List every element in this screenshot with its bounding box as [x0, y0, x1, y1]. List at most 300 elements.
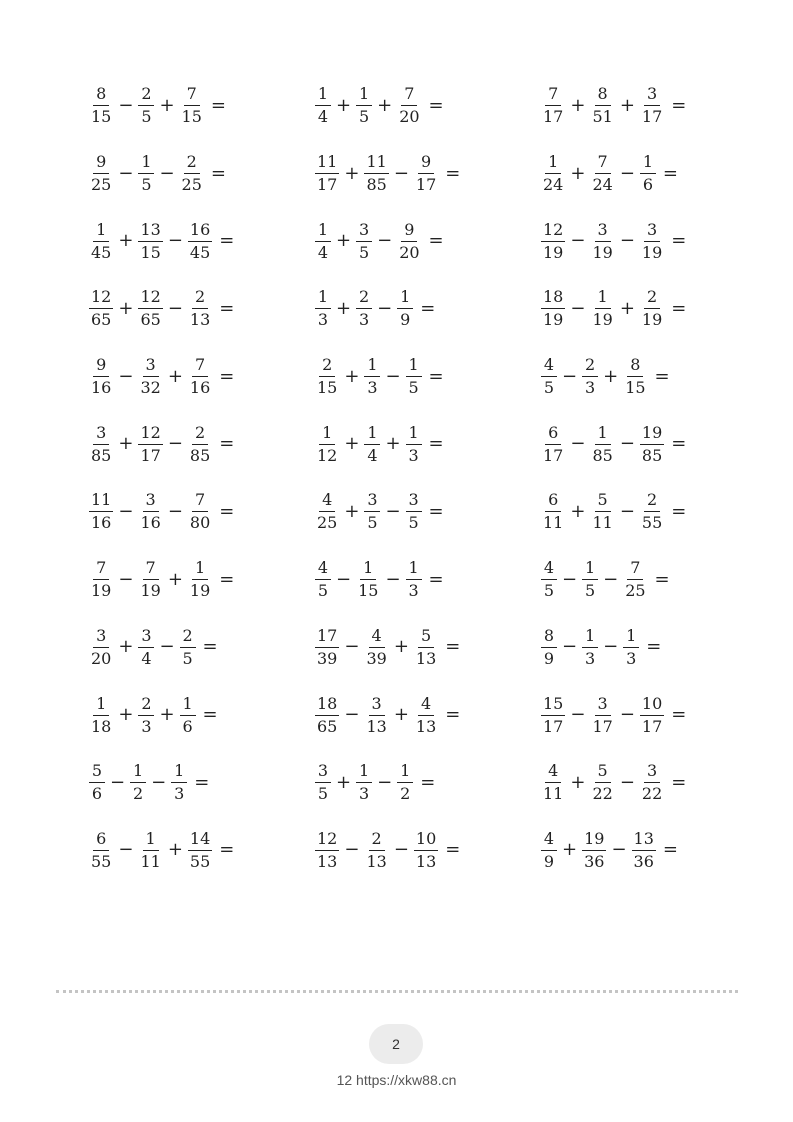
equals-sign: =	[428, 568, 444, 590]
fraction	[188, 219, 212, 262]
operator: −	[167, 297, 183, 319]
numerator: 4	[545, 763, 561, 783]
fraction	[130, 763, 146, 802]
denominator: 39	[317, 648, 338, 668]
fraction	[397, 289, 413, 328]
numerator: 1	[545, 154, 561, 174]
numerator: 8	[627, 357, 643, 377]
equals-sign: =	[671, 230, 687, 252]
equals-sign: =	[420, 297, 436, 319]
fraction-problem	[314, 422, 540, 465]
numerator: 5	[418, 628, 434, 648]
operator: −	[167, 230, 183, 252]
fraction	[397, 219, 421, 262]
fraction	[582, 625, 598, 668]
operator: −	[562, 636, 578, 658]
numerator: 4	[418, 696, 434, 716]
denominator: 5	[317, 581, 329, 601]
denominator: 5	[367, 513, 378, 533]
fraction-problem	[314, 763, 540, 802]
denominator: 24	[543, 175, 564, 195]
fraction	[315, 693, 339, 736]
numerator: 7	[627, 560, 643, 580]
numerator: 3	[369, 696, 385, 716]
denominator: 45	[189, 242, 211, 262]
denominator: 5	[182, 648, 193, 668]
denominator: 65	[140, 310, 161, 330]
denominator: 11	[543, 784, 564, 804]
denominator: 25	[625, 581, 646, 601]
fraction	[541, 763, 565, 802]
denominator: 55	[91, 851, 112, 871]
numerator: 7	[192, 357, 208, 377]
fraction-problem	[314, 828, 540, 871]
fraction	[315, 289, 331, 328]
numerator: 17	[315, 628, 339, 648]
operator: −	[151, 771, 167, 793]
fraction	[541, 289, 565, 328]
numerator: 6	[93, 831, 109, 851]
numerator: 3	[595, 222, 611, 242]
numerator: 1	[406, 425, 422, 445]
denominator: 32	[140, 378, 161, 398]
numerator: 5	[595, 492, 611, 512]
denominator: 19	[592, 310, 613, 330]
operator: −	[570, 230, 586, 252]
numerator: 6	[545, 425, 561, 445]
denominator: 5	[585, 581, 596, 601]
equals-sign: =	[219, 297, 235, 319]
numerator: 1	[130, 763, 146, 783]
denominator: 19	[543, 310, 564, 330]
equals-sign: =	[445, 704, 461, 726]
fraction	[590, 422, 614, 465]
denominator: 19	[543, 242, 564, 262]
denominator: 36	[584, 851, 605, 871]
fraction	[89, 219, 113, 262]
fraction	[315, 86, 331, 125]
numerator: 5	[89, 763, 105, 783]
fraction	[640, 289, 664, 328]
fraction-problem	[540, 492, 748, 531]
operator: +	[570, 162, 586, 184]
denominator: 13	[317, 851, 338, 871]
equals-sign: =	[445, 636, 461, 658]
fraction	[582, 357, 598, 396]
numerator: 1	[356, 86, 372, 106]
fraction	[414, 828, 438, 871]
fraction-problem	[88, 357, 314, 396]
numerator: 3	[364, 492, 380, 512]
fraction	[89, 86, 113, 125]
numerator: 12	[541, 222, 565, 242]
operator: −	[167, 433, 183, 455]
denominator: 65	[317, 716, 338, 736]
fraction	[180, 693, 196, 736]
numerator: 4	[319, 492, 335, 512]
numerator: 7	[184, 86, 200, 106]
denominator: 17	[415, 175, 437, 195]
fraction-problem	[540, 693, 748, 736]
fraction	[188, 560, 212, 599]
numerator: 8	[541, 628, 557, 648]
operator: +	[570, 500, 586, 522]
denominator: 6	[642, 175, 653, 195]
numerator: 12	[315, 831, 339, 851]
operator: +	[344, 433, 360, 455]
operator: −	[118, 94, 134, 116]
fraction	[138, 86, 154, 125]
numerator: 7	[143, 560, 159, 580]
numerator: 1	[315, 289, 331, 309]
denominator: 5	[543, 378, 555, 398]
fraction-problem	[88, 763, 314, 802]
operator: +	[570, 771, 586, 793]
fraction	[89, 560, 113, 599]
fraction	[364, 693, 388, 736]
fraction	[138, 693, 154, 736]
numerator: 3	[93, 628, 109, 648]
fraction-problem	[540, 560, 748, 599]
numerator: 3	[644, 86, 660, 106]
equals-sign: =	[654, 568, 670, 590]
denominator: 3	[408, 581, 419, 601]
denominator: 17	[641, 107, 663, 127]
fraction	[138, 422, 162, 465]
dotted-divider	[56, 990, 738, 993]
numerator: 3	[143, 357, 159, 377]
operator: −	[118, 839, 134, 861]
fraction	[364, 154, 388, 193]
denominator: 36	[633, 851, 654, 871]
denominator: 17	[641, 716, 663, 736]
numerator: 13	[138, 222, 162, 242]
numerator: 14	[188, 831, 212, 851]
fraction	[89, 154, 113, 193]
fraction-problem	[314, 289, 540, 328]
numerator: 1	[143, 831, 159, 851]
operator: +	[336, 297, 352, 319]
footer-text: 12 https://xkw88.cn	[336, 1072, 457, 1088]
numerator: 1	[360, 560, 376, 580]
equals-sign: =	[219, 568, 235, 590]
fraction	[315, 828, 339, 871]
denominator: 12	[317, 445, 338, 465]
operator: +	[118, 704, 134, 726]
denominator: 13	[366, 716, 387, 736]
denominator: 5	[359, 242, 370, 262]
fraction	[541, 560, 557, 599]
operator: +	[118, 297, 134, 319]
denominator: 11	[543, 513, 564, 533]
operator: +	[393, 704, 409, 726]
fraction-problem	[88, 828, 314, 871]
denominator: 16	[91, 513, 112, 533]
equals-sign: =	[210, 162, 226, 184]
numerator: 9	[418, 154, 434, 174]
fraction-problem	[314, 86, 540, 125]
fraction-problem	[540, 86, 748, 125]
equals-sign: =	[219, 365, 235, 387]
denominator: 22	[641, 784, 663, 804]
operator: +	[167, 365, 183, 387]
operator: −	[377, 771, 393, 793]
fraction-problem	[88, 693, 314, 736]
fraction	[406, 560, 422, 599]
fraction-problem	[88, 154, 314, 193]
equals-sign: =	[445, 162, 461, 184]
denominator: 13	[189, 310, 211, 330]
numerator: 1	[315, 222, 331, 242]
denominator: 80	[189, 513, 211, 533]
page-number-badge	[369, 1024, 423, 1064]
numerator: 1	[364, 357, 380, 377]
denominator: 55	[641, 513, 663, 533]
operator: −	[344, 636, 360, 658]
fraction	[356, 763, 372, 802]
denominator: 5	[408, 513, 419, 533]
numerator: 1	[582, 560, 598, 580]
operator: +	[377, 94, 393, 116]
denominator: 3	[585, 648, 596, 668]
equals-sign: =	[428, 433, 444, 455]
fraction	[590, 154, 614, 193]
numerator: 3	[644, 763, 660, 783]
numerator: 1	[595, 289, 611, 309]
denominator: 5	[359, 107, 370, 127]
equals-sign: =	[671, 433, 687, 455]
fraction	[623, 560, 647, 599]
fraction	[632, 828, 656, 871]
denominator: 13	[415, 716, 437, 736]
operator: +	[336, 230, 352, 252]
numerator: 7	[192, 492, 208, 512]
equals-sign: =	[210, 94, 226, 116]
denominator: 19	[641, 242, 663, 262]
operator: −	[385, 365, 401, 387]
numerator: 3	[143, 492, 159, 512]
fraction-problem	[314, 625, 540, 668]
denominator: 9	[400, 310, 411, 330]
equals-sign: =	[662, 839, 678, 861]
numerator: 5	[595, 763, 611, 783]
operator: −	[167, 500, 183, 522]
denominator: 5	[141, 107, 152, 127]
denominator: 9	[543, 648, 555, 668]
operator: −	[377, 297, 393, 319]
numerator: 18	[315, 696, 339, 716]
numerator: 4	[315, 560, 331, 580]
fraction	[180, 86, 204, 125]
denominator: 17	[543, 445, 564, 465]
denominator: 19	[189, 581, 211, 601]
denominator: 5	[317, 784, 329, 804]
fraction-problem	[88, 289, 314, 328]
numerator: 11	[315, 154, 339, 174]
numerator: 4	[541, 357, 557, 377]
fraction	[364, 422, 380, 465]
equals-sign: =	[428, 500, 444, 522]
fraction	[541, 422, 565, 465]
numerator: 6	[545, 492, 561, 512]
operator: −	[570, 297, 586, 319]
numerator: 1	[595, 425, 611, 445]
numerator: 13	[632, 831, 656, 851]
fraction	[406, 492, 422, 531]
numerator: 2	[644, 289, 660, 309]
fraction	[406, 422, 422, 465]
fraction	[541, 357, 557, 396]
fraction	[541, 828, 557, 871]
numerator: 1	[180, 696, 196, 716]
fraction	[89, 625, 113, 668]
equals-sign: =	[219, 839, 235, 861]
operator: −	[619, 162, 635, 184]
denominator: 16	[91, 378, 112, 398]
fraction	[138, 219, 162, 262]
fraction	[364, 828, 388, 871]
fraction	[640, 219, 664, 262]
denominator: 5	[141, 175, 152, 195]
operator: −	[619, 230, 635, 252]
problem-grid	[88, 72, 748, 872]
operator: −	[619, 433, 635, 455]
denominator: 85	[91, 445, 112, 465]
operator: +	[385, 433, 401, 455]
numerator: 7	[545, 86, 561, 106]
fraction	[406, 357, 422, 396]
fraction	[138, 625, 154, 668]
equals-sign: =	[194, 771, 210, 793]
numerator: 1	[171, 763, 187, 783]
operator: −	[562, 568, 578, 590]
operator: +	[393, 636, 409, 658]
numerator: 2	[319, 357, 335, 377]
equals-sign: =	[671, 704, 687, 726]
denominator: 85	[592, 445, 613, 465]
denominator: 3	[585, 378, 596, 398]
numerator: 12	[138, 289, 162, 309]
numerator: 2	[644, 492, 660, 512]
denominator: 5	[543, 581, 555, 601]
denominator: 15	[140, 242, 161, 262]
operator: −	[118, 365, 134, 387]
numerator: 3	[138, 628, 154, 648]
operator: +	[118, 636, 134, 658]
fraction-problem	[88, 86, 314, 125]
fraction	[138, 492, 162, 531]
numerator: 1	[319, 425, 335, 445]
fraction	[541, 693, 565, 736]
denominator: 13	[415, 648, 437, 668]
operator: −	[619, 771, 635, 793]
fraction	[414, 693, 438, 736]
fraction	[89, 763, 105, 802]
fraction-problem	[88, 625, 314, 668]
numerator: 18	[541, 289, 565, 309]
denominator: 22	[592, 784, 613, 804]
fraction	[414, 154, 438, 193]
fraction-problem	[88, 560, 314, 599]
denominator: 3	[359, 784, 370, 804]
denominator: 19	[592, 242, 613, 262]
fraction	[188, 492, 212, 531]
operator: −	[570, 704, 586, 726]
fraction-problem	[540, 289, 748, 328]
equals-sign: =	[646, 636, 662, 658]
footer-link[interactable]	[0, 1072, 793, 1088]
fraction	[356, 289, 372, 328]
equals-sign: =	[420, 771, 436, 793]
fraction	[138, 560, 162, 599]
numerator: 4	[369, 628, 385, 648]
denominator: 4	[317, 242, 329, 262]
denominator: 6	[91, 784, 103, 804]
fraction	[356, 219, 372, 262]
numerator: 16	[188, 222, 212, 242]
fraction	[180, 625, 196, 668]
fraction	[582, 828, 606, 871]
fraction	[590, 289, 614, 328]
numerator: 1	[406, 560, 422, 580]
operator: −	[393, 162, 409, 184]
numerator: 12	[89, 289, 113, 309]
denominator: 85	[641, 445, 663, 465]
denominator: 3	[408, 445, 419, 465]
operator: −	[118, 162, 134, 184]
equals-sign: =	[219, 500, 235, 522]
fraction	[640, 763, 664, 802]
fraction	[315, 560, 331, 599]
fraction	[364, 492, 380, 531]
fraction-problem	[540, 154, 748, 193]
operator: −	[570, 433, 586, 455]
denominator: 3	[359, 310, 370, 330]
fraction	[356, 560, 380, 599]
denominator: 13	[366, 851, 387, 871]
fraction	[640, 86, 664, 125]
equals-sign: =	[428, 94, 444, 116]
denominator: 20	[399, 107, 420, 127]
denominator: 4	[317, 107, 329, 127]
numerator: 8	[93, 86, 109, 106]
denominator: 17	[592, 716, 613, 736]
numerator: 4	[541, 560, 557, 580]
numerator: 12	[138, 425, 162, 445]
fraction-problem	[88, 422, 314, 465]
fraction	[138, 154, 154, 193]
denominator: 6	[182, 716, 193, 736]
page-number: 2	[392, 1036, 400, 1052]
fraction	[138, 357, 162, 396]
numerator: 3	[406, 492, 422, 512]
denominator: 3	[367, 378, 378, 398]
numerator: 11	[364, 154, 388, 174]
fraction	[590, 492, 614, 531]
denominator: 3	[626, 648, 637, 668]
denominator: 20	[91, 648, 112, 668]
equals-sign: =	[202, 704, 218, 726]
fraction	[414, 625, 438, 668]
numerator: 9	[401, 222, 417, 242]
operator: +	[344, 162, 360, 184]
operator: +	[118, 433, 134, 455]
numerator: 1	[582, 628, 598, 648]
denominator: 3	[141, 716, 152, 736]
operator: −	[344, 839, 360, 861]
fraction	[188, 289, 212, 328]
fraction	[582, 560, 598, 599]
